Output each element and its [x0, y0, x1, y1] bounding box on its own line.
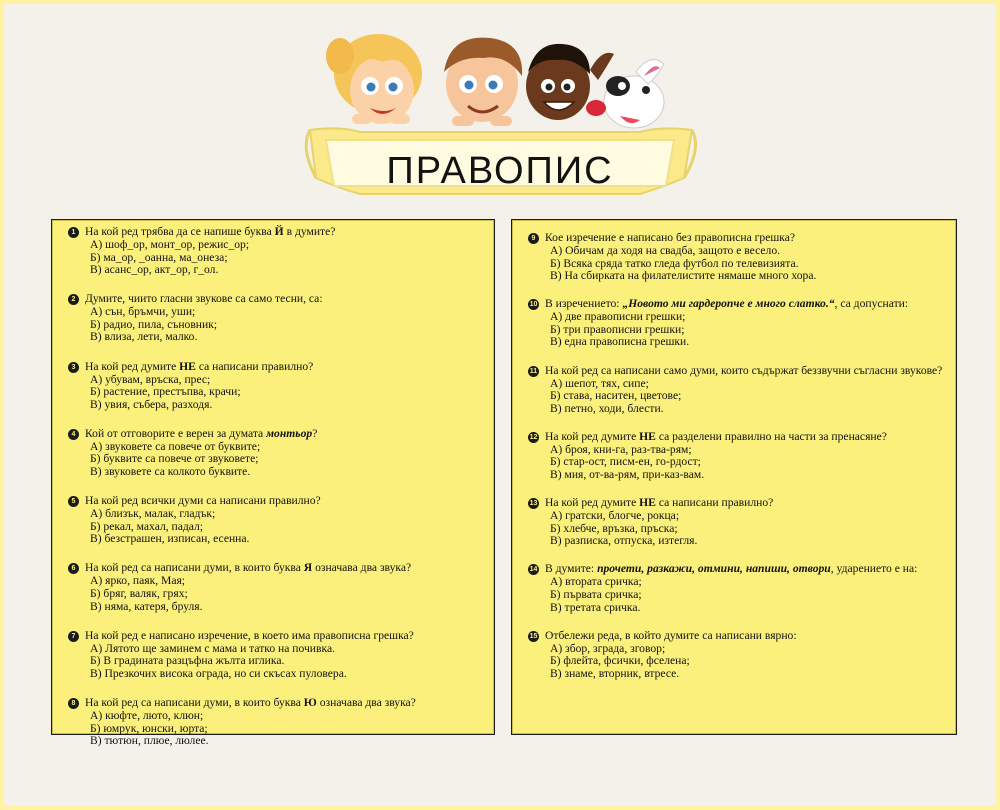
answer-option: Б) ма_ор, _оанна, ма_онеза;	[90, 250, 228, 264]
questions-panel-left	[51, 219, 495, 748]
question-item	[528, 562, 946, 614]
question-emphasis: Ю	[303, 695, 317, 709]
question-text-part: На кой ред са написани думи, в които буква	[85, 695, 304, 709]
answer-option: В) разписка, отпуска, изтегля.	[550, 534, 698, 548]
answer-option: Б) стар-ост, писм-ен, го-рдост;	[550, 455, 701, 469]
question-emphasis: НЕ	[639, 496, 656, 510]
answer-option: В) асанс_ор, акт_ор, г_ол.	[90, 263, 219, 277]
answer-option: А) Обичам да ходя на свадба, защото е весело.	[550, 244, 781, 257]
answer-option: В) третата сричка.	[550, 600, 641, 614]
question-emphasis: „Новото ми гардеропче е много слатко.“	[622, 297, 835, 311]
question-number-badge: 10	[529, 301, 538, 309]
question-item	[68, 225, 484, 277]
question-number-badge: 7	[68, 631, 79, 642]
answer-option: Б) растение, престъпва, крачи;	[90, 385, 241, 399]
question-text	[528, 430, 946, 444]
question-text-part: В думите:	[545, 562, 598, 576]
answer-option: В) влиза, лети, малко.	[90, 330, 198, 344]
question-number-badge: 15	[529, 632, 538, 640]
question-text-part: На кой ред всички думи са написани правилно?	[85, 494, 321, 508]
question-number-badge: 11	[529, 367, 538, 375]
answer-option: Б) става, наситен, цветове;	[550, 389, 682, 403]
question-emphasis: Я	[303, 561, 313, 575]
answer-option: Б) юмрук, юнски, юрта;	[90, 721, 208, 735]
answer-option: Б) първата сричка;	[550, 588, 642, 601]
question-text	[68, 292, 484, 306]
question-text	[68, 360, 484, 374]
question-text-part: В изречението:	[545, 297, 623, 311]
answer-option: А) гратски, блогче, рокца;	[550, 509, 680, 523]
answer-option: А) две правописни грешки;	[550, 310, 686, 324]
answer-option: Б) Всяка сряда татко гледа футбол по телевизията.	[550, 256, 799, 270]
question-item	[528, 231, 946, 283]
question-text-part: На кой ред е написано изречение, в което има правописна грешка?	[85, 628, 414, 642]
answer-option: Б) В градината разцъфна жълта иглика.	[90, 654, 285, 668]
question-number-badge: 8	[68, 698, 79, 709]
answer-option: Б) бряг, валяк, грях;	[90, 587, 188, 600]
answer-option: А) близък, малак, гладък;	[90, 507, 216, 521]
question-item	[68, 292, 484, 344]
question-text-part: означава два звука?	[312, 561, 412, 575]
question-text-part: означава два звука?	[316, 695, 416, 709]
question-number-badge: 5	[68, 496, 79, 507]
answer-option: В) Презкочих висока ограда, но си скъсах пуловера.	[90, 666, 347, 680]
question-text-part: са написани правилно?	[655, 496, 774, 510]
question-text-part: На кой ред думите	[545, 496, 640, 510]
question-text-part: Думите, чиито гласни звукове са само тесни, са:	[85, 292, 323, 306]
question-emphasis: НЕ	[639, 429, 656, 443]
question-emphasis: Й	[274, 225, 284, 238]
question-text	[528, 562, 946, 576]
question-item	[68, 494, 484, 546]
answer-option: А) збор, зграда, зговор;	[550, 641, 666, 655]
question-number-badge: 14	[529, 566, 538, 574]
answer-option: В) петно, ходи, блести.	[550, 401, 664, 415]
answer-option: А) шепот, тях, сипе;	[550, 376, 649, 390]
question-text-part: На кой ред са написани само думи, които съдържат беззвучни съгласни звукове?	[545, 363, 943, 377]
answer-option: В) знаме, вторник, втресе.	[550, 666, 680, 680]
answer-option: В) една правописна грешки.	[550, 335, 690, 349]
question-text	[68, 629, 484, 643]
answer-option: Б) флейта, фсички, фселена;	[550, 654, 690, 668]
question-number-badge: 13	[529, 500, 538, 508]
answer-option: А) кюфте, люто, клюн;	[90, 708, 204, 722]
answer-option: В) увия, събера, разходя.	[90, 397, 213, 411]
answer-option: В) тютюн, плюе, люлее.	[90, 734, 209, 748]
answer-option: А) броя, кни-га, раз-тва-рям;	[550, 442, 692, 456]
question-item	[68, 696, 484, 748]
girl-illustration	[326, 34, 422, 124]
question-item	[528, 430, 946, 482]
answer-option: В) няма, катеря, бруля.	[90, 599, 203, 613]
question-text-part: са разделени правилно на части за пренасяне?	[655, 429, 887, 443]
answer-option: Б) хлебче, връзка, пръска;	[550, 521, 678, 535]
answer-option: А) ярко, паяк, Мая;	[90, 574, 186, 588]
question-text	[528, 231, 946, 245]
question-emphasis: монтьор	[266, 426, 313, 440]
question-item	[68, 427, 484, 479]
question-emphasis: НЕ	[179, 359, 196, 373]
answer-option: В) безстрашен, изписан, есенна.	[90, 532, 250, 546]
answer-option: Б) буквите са повече от звуковете;	[90, 452, 259, 466]
boy-illustration	[444, 38, 522, 126]
question-text-part: , ударението е на:	[830, 562, 918, 576]
question-number-badge: 12	[529, 433, 538, 441]
question-text-part: Кое изречение е написано без правописна грешка?	[545, 231, 796, 244]
question-text	[528, 364, 946, 378]
questions-panel-right	[511, 219, 957, 735]
question-text	[68, 494, 484, 508]
question-text	[528, 496, 946, 510]
question-item	[68, 561, 484, 613]
answer-option: А) сън, бръмчи, уши;	[90, 305, 196, 319]
question-text-part: На кой ред думите	[545, 429, 640, 443]
answer-option: Б) рекал, махал, падал;	[90, 519, 204, 533]
answer-option: В) На сбирката на филателистите нямаше много хора.	[550, 269, 817, 283]
question-text	[528, 297, 946, 311]
question-text-part: Кой от отговорите е верен за думата	[85, 426, 267, 440]
question-text-part: в думите?	[283, 225, 336, 238]
question-text	[68, 225, 484, 239]
question-number-badge: 2	[68, 294, 79, 305]
question-number-badge: 4	[68, 429, 79, 440]
question-item	[68, 360, 484, 412]
answer-option: А) втората сричка;	[550, 575, 642, 589]
question-text-part: На кой ред трябва да се напише буква	[85, 225, 275, 238]
answer-option: Б) три правописни грешки;	[550, 322, 685, 336]
answer-option: А) шоф_ор, монт_ор, режис_ор;	[90, 238, 250, 251]
question-item	[528, 629, 946, 681]
question-text-part: ?	[312, 426, 318, 440]
answer-option: А) звуковете са повече от буквите;	[90, 439, 261, 453]
question-text-part: На кой ред думите	[85, 359, 180, 373]
question-text	[68, 561, 484, 575]
question-item	[528, 496, 946, 548]
question-text	[528, 629, 946, 643]
answer-option: А) Лятото ще заминем с мама и татко на почивка.	[90, 641, 335, 655]
question-number-badge: 3	[68, 362, 79, 373]
question-number-badge: 9	[528, 233, 539, 244]
question-text-part: На кой ред са написани думи, в които буква	[85, 561, 304, 575]
question-text-part: Отбележи реда, в който думите са написани вярно:	[545, 628, 797, 642]
question-text	[68, 427, 484, 441]
question-number-badge: 6	[68, 563, 79, 574]
question-text-part: , са допуснати:	[834, 297, 909, 311]
question-item	[528, 297, 946, 349]
answer-option: В) звуковете са колкото буквите.	[90, 465, 251, 479]
answer-option: Б) радио, пила, съновник;	[90, 317, 218, 331]
question-item	[528, 364, 946, 416]
question-text	[68, 696, 484, 710]
question-emphasis: прочети, разкажи, отмини, напиши, отвори	[597, 562, 831, 576]
question-item	[68, 629, 484, 681]
question-text-part: са написани правилно?	[195, 359, 314, 373]
page-title: ПРАВОПИС	[386, 150, 614, 192]
answer-option: В) мия, от-ва-рям, при-каз-вам.	[550, 468, 705, 482]
answer-option: А) убувам, връска, прес;	[90, 372, 211, 386]
question-number-badge: 1	[68, 227, 79, 238]
